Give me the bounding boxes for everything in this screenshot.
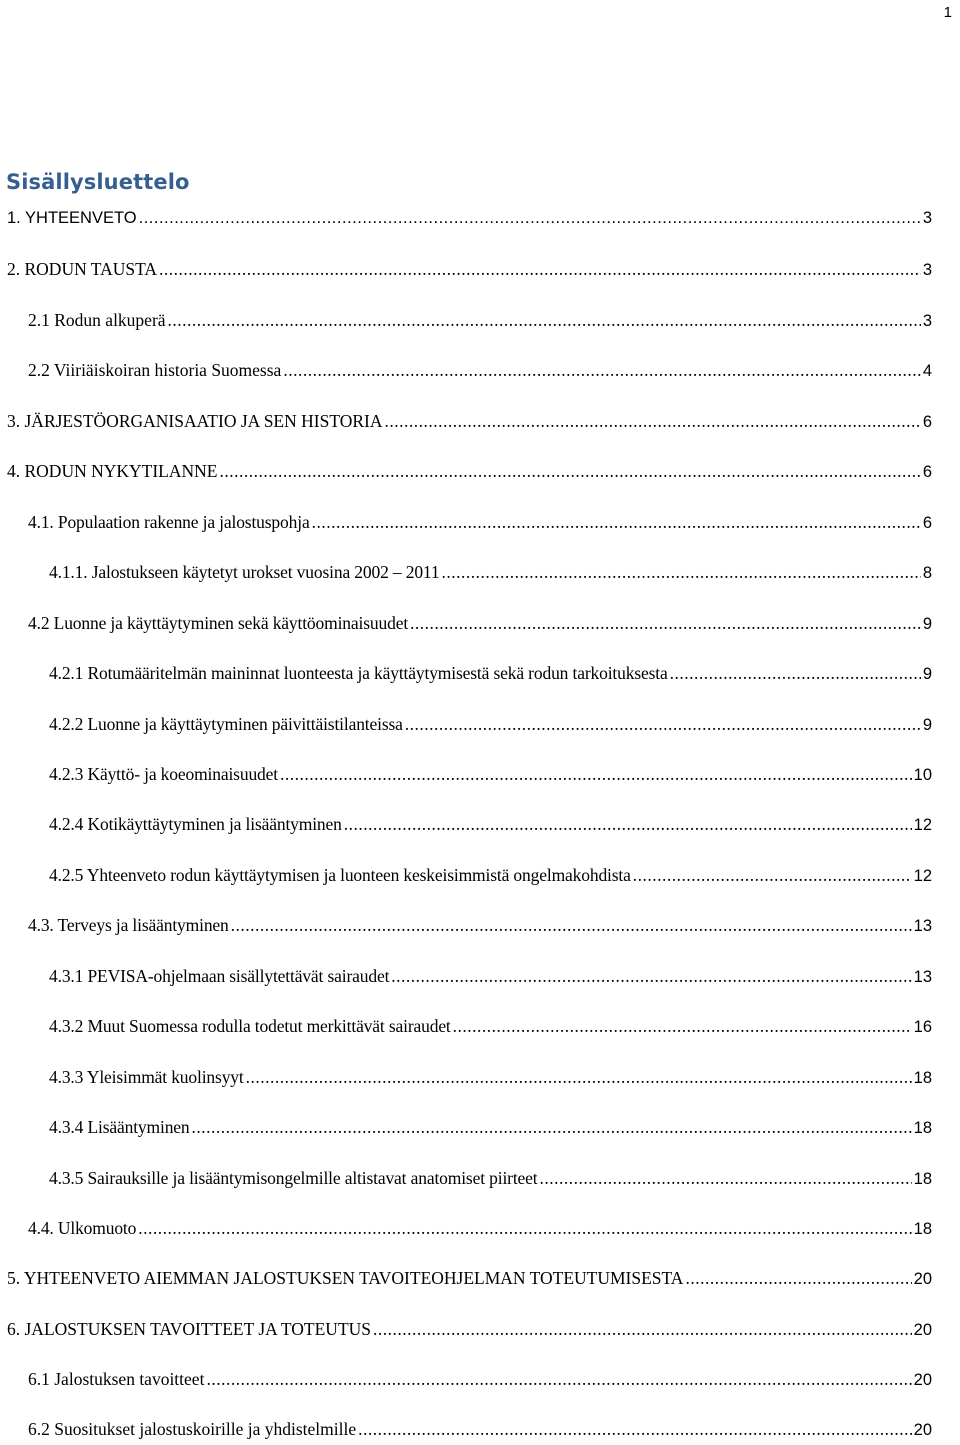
toc-entry[interactable]	[49, 1165, 932, 1191]
toc-entry-label: 4.2.1 Rotumääritelmän maininnat luonteesta ja käyttäytymisestä sekä rodun tarkoituksesta	[49, 663, 668, 683]
toc-entry-page: 6	[922, 514, 932, 532]
toc-entry-label: 4.4. Ulkomuoto	[28, 1218, 137, 1238]
toc-entry-label: 4.2.4 Kotikäyttäytyminen ja lisääntyminen	[49, 814, 342, 834]
toc-entry-label: 2.2 Viiriäiskoiran historia Suomessa	[28, 360, 282, 380]
toc-entry-label: 4.3.2 Muut Suomessa rodulla todetut merkittävät sairaudet	[49, 1016, 451, 1036]
toc-entry-page: 6	[922, 413, 932, 431]
toc-entry[interactable]	[7, 408, 932, 434]
toc-entry[interactable]	[28, 1215, 932, 1241]
toc-entry[interactable]	[49, 559, 932, 585]
toc-dot-leader	[138, 1215, 911, 1241]
toc-dot-leader	[219, 458, 920, 484]
toc-entry-label: 4.3.4 Lisääntyminen	[49, 1117, 190, 1137]
toc-entry-page: 13	[913, 917, 932, 935]
toc-entry-label: 2. RODUN TAUSTA	[7, 259, 158, 279]
toc-dot-leader	[312, 509, 921, 535]
toc-entry-label: 4.3.1 PEVISA-ohjelmaan sisällytettävät sairaudet	[49, 966, 390, 986]
toc-entry-page: 13	[913, 968, 932, 986]
toc-entry[interactable]	[28, 509, 932, 535]
toc-entry[interactable]	[49, 711, 932, 737]
toc-dot-leader	[192, 1114, 912, 1140]
toc-entry[interactable]	[7, 205, 932, 231]
toc-entry-page: 3	[922, 312, 932, 330]
toc-dot-leader	[442, 559, 921, 585]
toc-entry-page: 18	[913, 1170, 932, 1188]
toc-dot-leader	[405, 711, 921, 737]
toc-entry-page: 18	[913, 1069, 932, 1087]
toc-dot-leader	[139, 205, 921, 231]
toc-entry[interactable]	[49, 1114, 932, 1140]
toc-entry-label: 4.2 Luonne ja käyttäytyminen sekä käyttöominaisuudet	[28, 613, 409, 633]
toc-entry-page: 10	[913, 766, 932, 784]
toc-entry-label: 4.3. Terveys ja lisääntyminen	[28, 915, 229, 935]
toc-dot-leader	[633, 862, 912, 888]
toc-entry[interactable]	[28, 357, 932, 383]
toc-entry-label: 4.2.2 Luonne ja käyttäytyminen päivittäistilanteissa	[49, 714, 403, 734]
toc-entry-page: 9	[922, 665, 932, 683]
toc-dot-leader	[685, 1265, 911, 1291]
toc-entry-label: 4.2.5 Yhteenveto rodun käyttäytymisen ja luonteen keskeisimmistä ongelmakohdista	[49, 865, 631, 885]
toc-entry-label: 4.1. Populaation rakenne ja jalostuspohja	[28, 512, 310, 532]
toc-entry[interactable]	[49, 862, 932, 888]
toc-entry[interactable]	[49, 1064, 932, 1090]
toc-entry[interactable]	[49, 963, 932, 989]
toc-dot-leader	[410, 610, 921, 636]
toc-entry-page: 18	[913, 1119, 932, 1137]
page-number: 1	[943, 4, 952, 21]
toc-dot-leader	[280, 761, 912, 787]
toc-entry-page: 8	[922, 564, 932, 582]
toc-entry[interactable]	[28, 1416, 932, 1442]
toc-entry[interactable]	[28, 1366, 932, 1392]
toc-dot-leader	[453, 1013, 912, 1039]
toc-entry[interactable]	[7, 458, 932, 484]
toc-entry-label: 4. RODUN NYKYTILANNE	[7, 461, 218, 481]
toc-dot-leader	[540, 1165, 912, 1191]
toc-entry-page: 16	[913, 1018, 932, 1036]
toc-title: Sisällysluettelo	[6, 170, 190, 194]
toc-dot-leader	[384, 408, 920, 434]
toc-entry-label: 6. JALOSTUKSEN TAVOITTEET JA TOTEUTUS	[7, 1319, 372, 1339]
toc-entry-label: 3. JÄRJESTÖORGANISAATIO JA SEN HISTORIA	[7, 411, 383, 431]
toc-entry[interactable]	[28, 610, 932, 636]
toc-entry[interactable]	[49, 1013, 932, 1039]
toc-dot-leader	[373, 1316, 912, 1342]
toc-entry-label: 6.1 Jalostuksen tavoitteet	[28, 1369, 205, 1389]
toc-entry-page: 9	[922, 716, 932, 734]
toc-entry[interactable]	[49, 660, 932, 686]
toc-entry-page: 4	[922, 362, 932, 380]
toc-dot-leader	[358, 1416, 912, 1442]
toc-entry-page: 20	[913, 1321, 932, 1339]
toc-entry-label: 6.2 Suositukset jalostuskoirille ja yhdistelmille	[28, 1419, 357, 1439]
toc-entry-page: 3	[922, 209, 932, 227]
toc-dot-leader	[344, 811, 912, 837]
toc-dot-leader	[231, 912, 912, 938]
toc-entry-page: 18	[913, 1220, 932, 1238]
toc-entry-page: 20	[913, 1371, 932, 1389]
toc-dot-leader	[159, 256, 921, 282]
toc-entry[interactable]	[7, 1316, 932, 1342]
toc-entry-page: 3	[922, 261, 932, 279]
toc-entry-page: 20	[913, 1421, 932, 1439]
toc-dot-leader	[168, 307, 921, 333]
toc-entry-label: 4.3.5 Sairauksille ja lisääntymisongelmille altistavat anatomiset piirteet	[49, 1168, 538, 1188]
toc-entry-page: 12	[913, 867, 932, 885]
toc-entry[interactable]	[7, 256, 932, 282]
toc-dot-leader	[283, 357, 920, 383]
toc-entry-label: 4.3.3 Yleisimmät kuolinsyyt	[49, 1067, 244, 1087]
toc-entry-label: 4.1.1. Jalostukseen käytetyt urokset vuosina 2002 – 2011	[49, 562, 440, 582]
toc-dot-leader	[206, 1366, 911, 1392]
toc-entry-label: 5. YHTEENVETO AIEMMAN JALOSTUKSEN TAVOITEOHJELMAN TOTEUTUMISESTA	[7, 1268, 684, 1288]
toc-entry-label: 4.2.3 Käyttö- ja koeominaisuudet	[49, 764, 278, 784]
toc-entry-page: 20	[913, 1270, 932, 1288]
toc-entry[interactable]	[7, 1265, 932, 1291]
toc-entry-page: 9	[922, 615, 932, 633]
toc-entry-page: 12	[913, 816, 932, 834]
toc-entry-page: 6	[922, 463, 932, 481]
toc-entry[interactable]	[28, 912, 932, 938]
toc-entry-label: 1. YHTEENVETO	[7, 209, 137, 227]
toc-dot-leader	[246, 1064, 912, 1090]
toc-entry-label: 2.1 Rodun alkuperä	[28, 310, 166, 330]
toc-entry[interactable]	[28, 307, 932, 333]
toc-dot-leader	[670, 660, 921, 686]
toc-dot-leader	[391, 963, 911, 989]
toc-entry[interactable]	[49, 811, 932, 837]
toc-entry[interactable]	[49, 761, 932, 787]
